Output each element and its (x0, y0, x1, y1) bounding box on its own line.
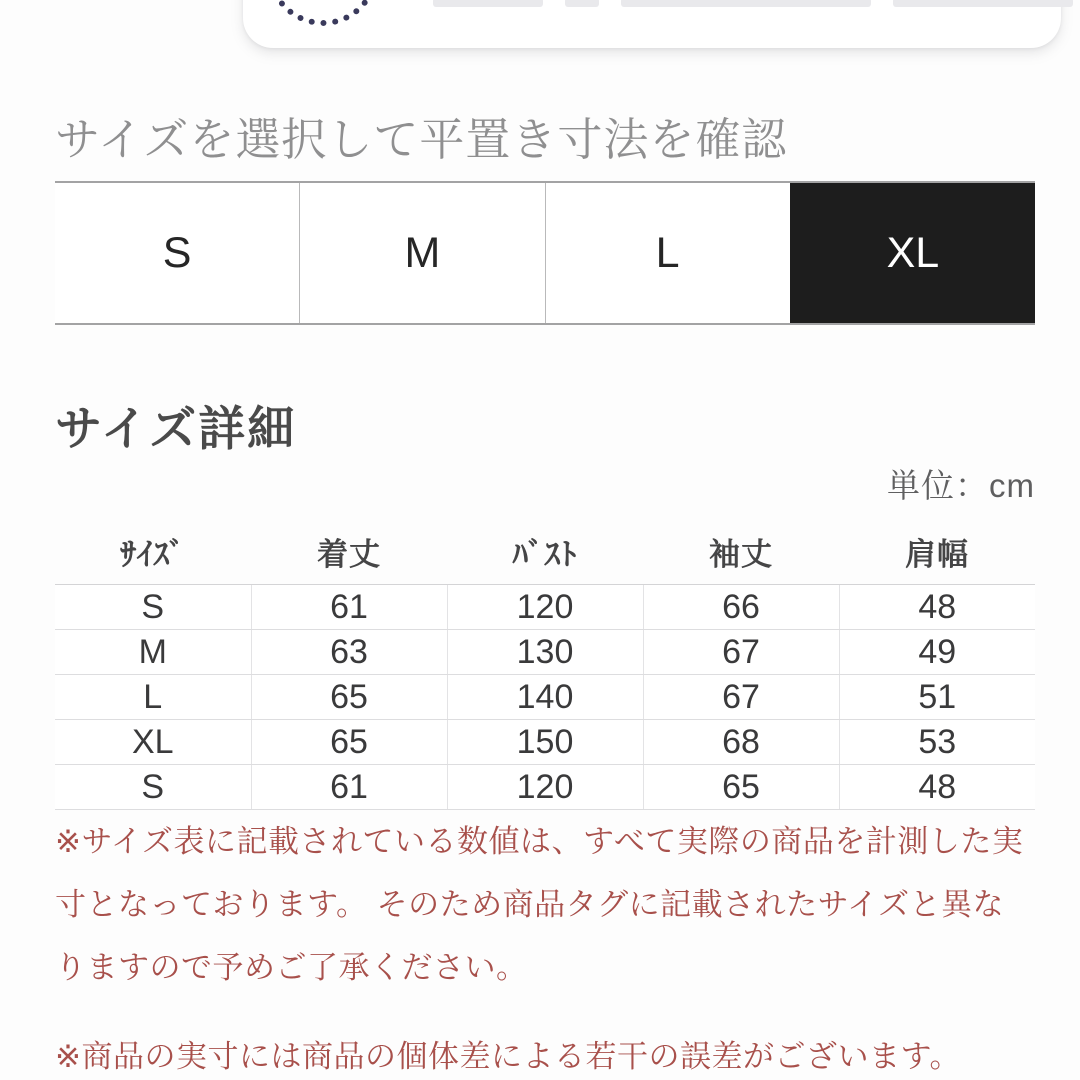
table-header-row (55, 518, 1035, 585)
size-select-prompt: サイズを選択して平置き寸法を確認 (55, 114, 788, 165)
size-disclaimer-notes (55, 810, 1033, 1080)
table-row: XL 65 150 68 53 (55, 720, 1035, 765)
table-row: L 65 140 67 51 (55, 675, 1035, 720)
size-selector (55, 181, 1035, 325)
table-row: M 63 130 67 49 (55, 630, 1035, 675)
size-option-xl-selected[interactable]: XL (790, 183, 1035, 323)
col-header-length: 着丈 (251, 518, 447, 585)
disclaimer-note-1: ※サイズ表に記載されている数値は、すべて実際の商品を計測した実寸となっております。 そのため商品タグに記載されたサイズと異なりますので予めご了承ください。 (55, 824, 1024, 985)
size-option-s[interactable]: S (55, 183, 299, 323)
dotted-measure-circle-icon (267, 0, 379, 26)
col-header-size: ｻｲｽﾞ (55, 518, 251, 585)
size-detail-table (55, 518, 1035, 810)
size-detail-title: サイズ詳細 (55, 402, 297, 455)
top-sheet-card (243, 0, 1061, 48)
table-row: S 61 120 65 48 (55, 765, 1035, 810)
col-header-sleeve: 袖丈 (643, 518, 839, 585)
truncated-text-remnant (433, 0, 1073, 7)
col-header-shoulder: 肩幅 (839, 518, 1035, 585)
col-header-bust: ﾊﾞｽﾄ (447, 518, 643, 585)
size-option-m[interactable]: M (299, 183, 544, 323)
table-row: S 61 120 66 48 (55, 585, 1035, 630)
unit-label: 単位：cm (887, 467, 1035, 504)
disclaimer-note-2: ※商品の実寸には商品の個体差による若干の誤差がございます。 (55, 1039, 961, 1074)
size-option-l[interactable]: L (545, 183, 790, 323)
